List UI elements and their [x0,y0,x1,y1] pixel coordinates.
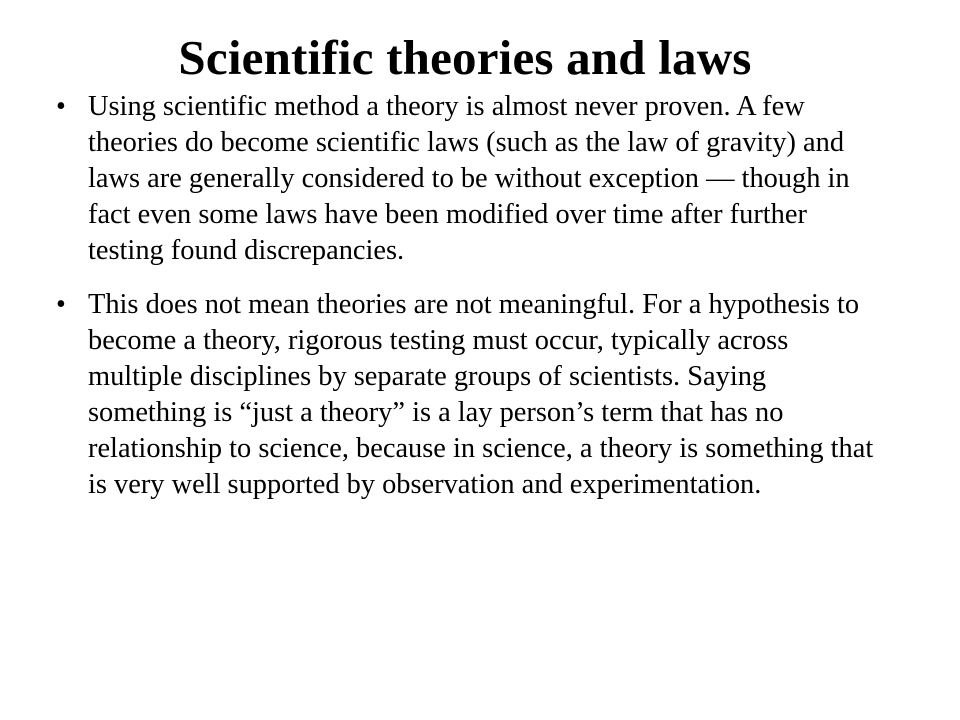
bullet-item [56,89,886,269]
bullet-text: This does not mean theories are not meaningful. For a hypothesis to become a theory, rigorous testing must occur, typically across multiple disciplines by separate groups of scientists. Saying something is “just a theory” is a lay person’s term that has no relationship to science, because in science, a theory is something that is very well supported by observation and experimentation. [88,289,874,500]
bullet-item [56,287,886,503]
bullet-dot-icon: • [56,289,66,320]
bullet-text: Using scientific method a theory is almost never proven. A few theories do become scientific laws (such as the law of gravity) and laws are generally considered to be without exception — though in fact even some laws have been modified over time after further testing found discrepancies. [88,91,850,266]
bullet-list [56,89,886,521]
slide-title: Scientific theories and laws [178,30,752,85]
bullet-dot-icon: • [56,91,66,122]
